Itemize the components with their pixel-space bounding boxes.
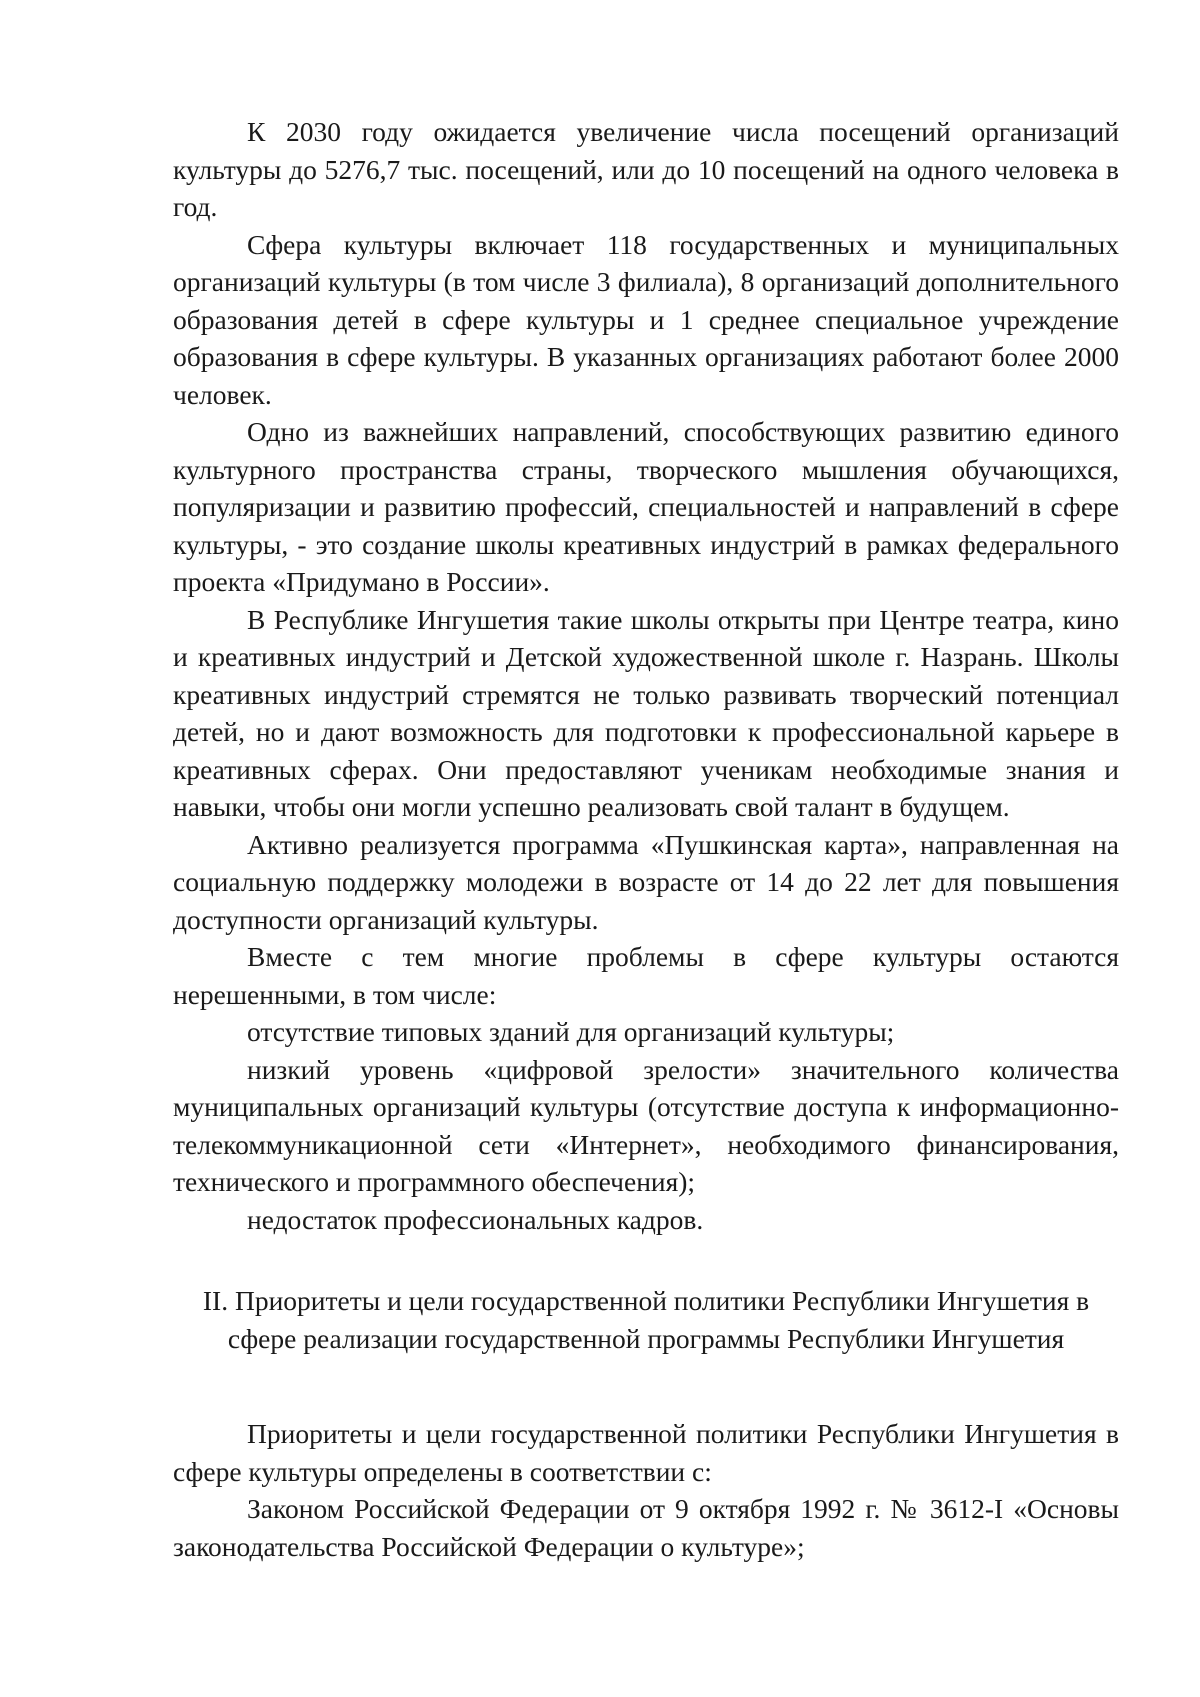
paragraph-visits-forecast: К 2030 году ожидается увеличение числа посещений организаций культуры до 5276,7 тыс. посещений, или до 10 посещений на одного человека в год. [173,116,1119,222]
list-item-digital-maturity: низкий уровень «цифровой зрелости» значительного количества муниципальных организаций культуры (отсутствие доступа к информационно-телекоммуникационной сети «Интернет», необходимого финансирования, технического и программного обеспечения); [173,1053,1119,1197]
list-item-staff-shortage: недостаток профессиональных кадров. [247,1203,704,1235]
list-item-no-buildings: отсутствие типовых зданий для организаций культуры; [247,1016,895,1047]
paragraph-priorities: Приоритеты и цели государственной политики Республики Ингушетия в сфере культуры определены в соответствии с: [173,1418,1119,1487]
paragraph-culture-sphere: Сфера культуры включает 118 государственных и муниципальных организаций культуры (в том числе 3 филиала), 8 организаций дополнительного образования детей в сфере культуры и 1 среднее специальное учреждение образования в сфере культуры. В указанных организациях работают более 2000 человек. [173,228,1119,410]
section-heading: II. Приоритеты и цели государственной политики Республики Ингушетия в сфере реализации государственной программы Республики Ингушетия [202,1285,1090,1354]
paragraph-ingushetia-schools: В Республике Ингушетия такие школы открыты при Центре театра, кино и креативных индустрий и Детской художественной школе г. Назрань. Школы креативных индустрий стремятся не только развивать творческий потенциал детей, но и дают возможность для подготовки к профессиональной карьере в креативных сферах. Они предоставляют ученикам необходимые знания и навыки, чтобы они могли успешно реализовать свой талант в будущем. [173,603,1119,822]
paragraph-pushkin-card: Активно реализуется программа «Пушкинская карта», направленная на социальную поддержку молодежи в возрасте от 14 до 22 лет для повышения доступности организаций культуры. [173,828,1119,935]
paragraph-law-reference: Законом Российской Федерации от 9 октября 1992 г. № 3612-I «Основы законодательства Российской Федерации о культуре»; [173,1493,1119,1562]
paragraph-creative-industries: Одно из важнейших направлений, способствующих развитию единого культурного пространства страны, творческого мышления обучающихся, популяризации и развитию профессий, специальностей и направлений в сфере культуры, - это создание школы креативных индустрий в рамках федерального проекта «Придумано в России». [173,416,1119,597]
document-page [173,113,1119,1565]
paragraph-problems-intro: Вместе с тем многие проблемы в сфере культуры остаются нерешенными, в том числе: [173,941,1119,1010]
